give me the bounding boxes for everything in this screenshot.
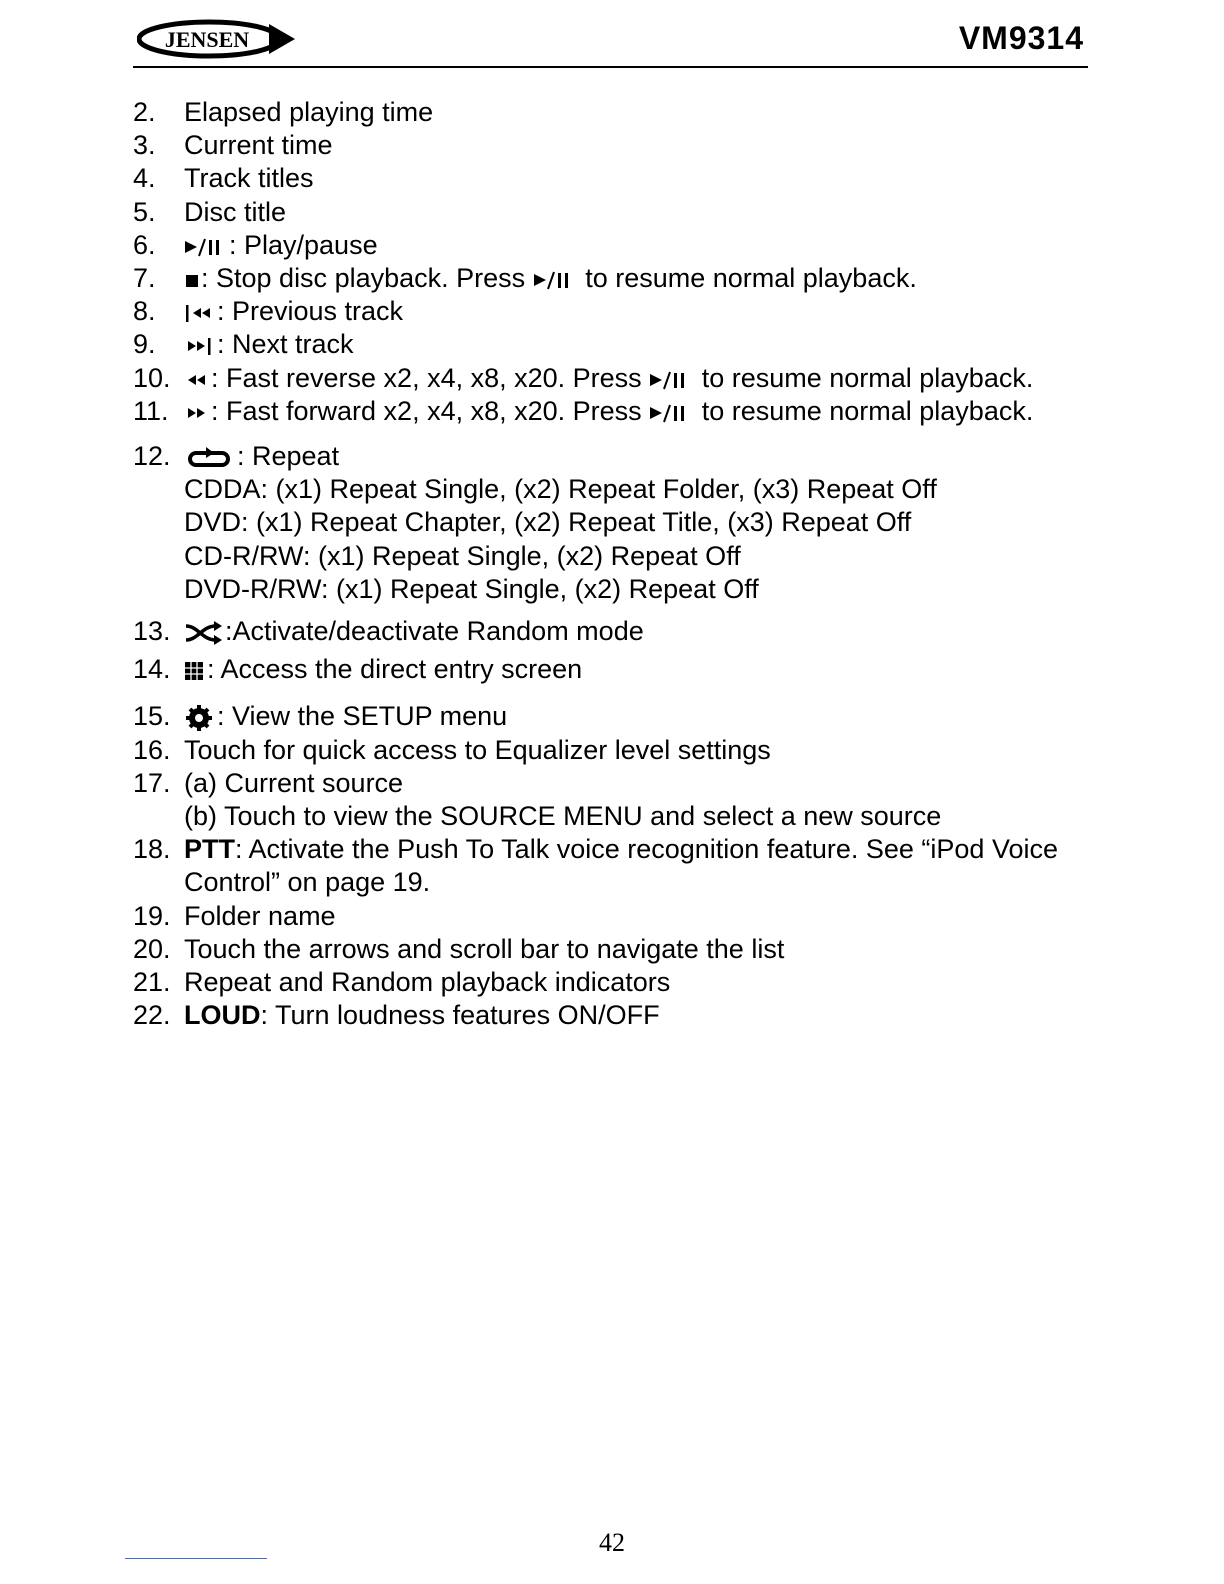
next-track-icon (184, 335, 216, 357)
gear-icon (184, 705, 216, 731)
footer-rule (125, 1558, 267, 1559)
list-item: 12. : Repeat CDDA: (x1) Repeat Single, (x2) Repeat Folder, (x3) Repeat Off DVD: (x1) Repeat Chapter, (x2) Repeat Title, (x3) Repeat Off CD-R/RW: (x1) Repeat Single, (x2) Repeat Off DVD-R/RW: (x1) Repeat Single, (x2) Repeat Off (133, 441, 937, 604)
list-item: 2. Elapsed playing time (133, 97, 434, 127)
page-number: 42 (599, 1528, 625, 1557)
fast-reverse-icon (184, 369, 210, 391)
list-item: 19. Folder name (133, 900, 336, 931)
list-item: 8. : Previous track (133, 296, 404, 327)
list-item: 15. : View the SETUP menu (133, 701, 508, 732)
keypad-icon (184, 660, 206, 682)
repeat-icon (184, 445, 236, 471)
list-item: 20. Touch the arrows and scroll bar to navigate the list (133, 933, 785, 964)
legend-list (133, 96, 1093, 1032)
page-header (133, 14, 1088, 68)
list-item: 4. Track titles (133, 163, 314, 194)
list-item: 5. Disc title (133, 196, 287, 227)
play-pause-icon (533, 269, 577, 291)
list-item: 6. : Play/pause (133, 229, 378, 260)
random-icon (184, 621, 224, 645)
list-item: 21. Repeat and Random playback indicators (133, 967, 671, 998)
list-item: 18. PTT: Activate the Push To Talk voice recognition feature. See “iPod Voice Control” on page 19. (133, 834, 1058, 898)
list-item: 7. : Stop disc playback. Press to resume normal playback. (133, 263, 917, 294)
model-number: VM9314 (958, 20, 1084, 56)
list-item: 14. : Access the direct entry screen (133, 654, 583, 685)
fast-forward-icon (184, 402, 210, 424)
play-pause-icon (649, 369, 693, 391)
jensen-logo (137, 18, 299, 60)
list-item: 13. :Activate/deactivate Random mode (133, 616, 644, 647)
list-item: 10. : Fast reverse x2, x4, x8, x20. Press to resume normal playback. (133, 362, 1034, 393)
stop-icon (184, 269, 200, 291)
play-pause-icon (649, 402, 693, 424)
list-item: 3. Current time (133, 130, 333, 161)
play-pause-icon (184, 236, 228, 258)
list-item: 16. Touch for quick access to Equalizer level settings (133, 734, 771, 765)
previous-track-icon (184, 302, 216, 324)
list-item: 11. : Fast forward x2, x4, x8, x20. Press to resume normal playback. (133, 395, 1034, 426)
list-item: 22. LOUD: Turn loudness features ON/OFF (133, 1000, 660, 1031)
list-item: 17. (a) Current source (b) Touch to view the SOURCE MENU and select a new source (133, 767, 942, 832)
svg-text:JENSEN: JENSEN (164, 27, 250, 52)
list-item: 9. : Next track (133, 329, 354, 360)
